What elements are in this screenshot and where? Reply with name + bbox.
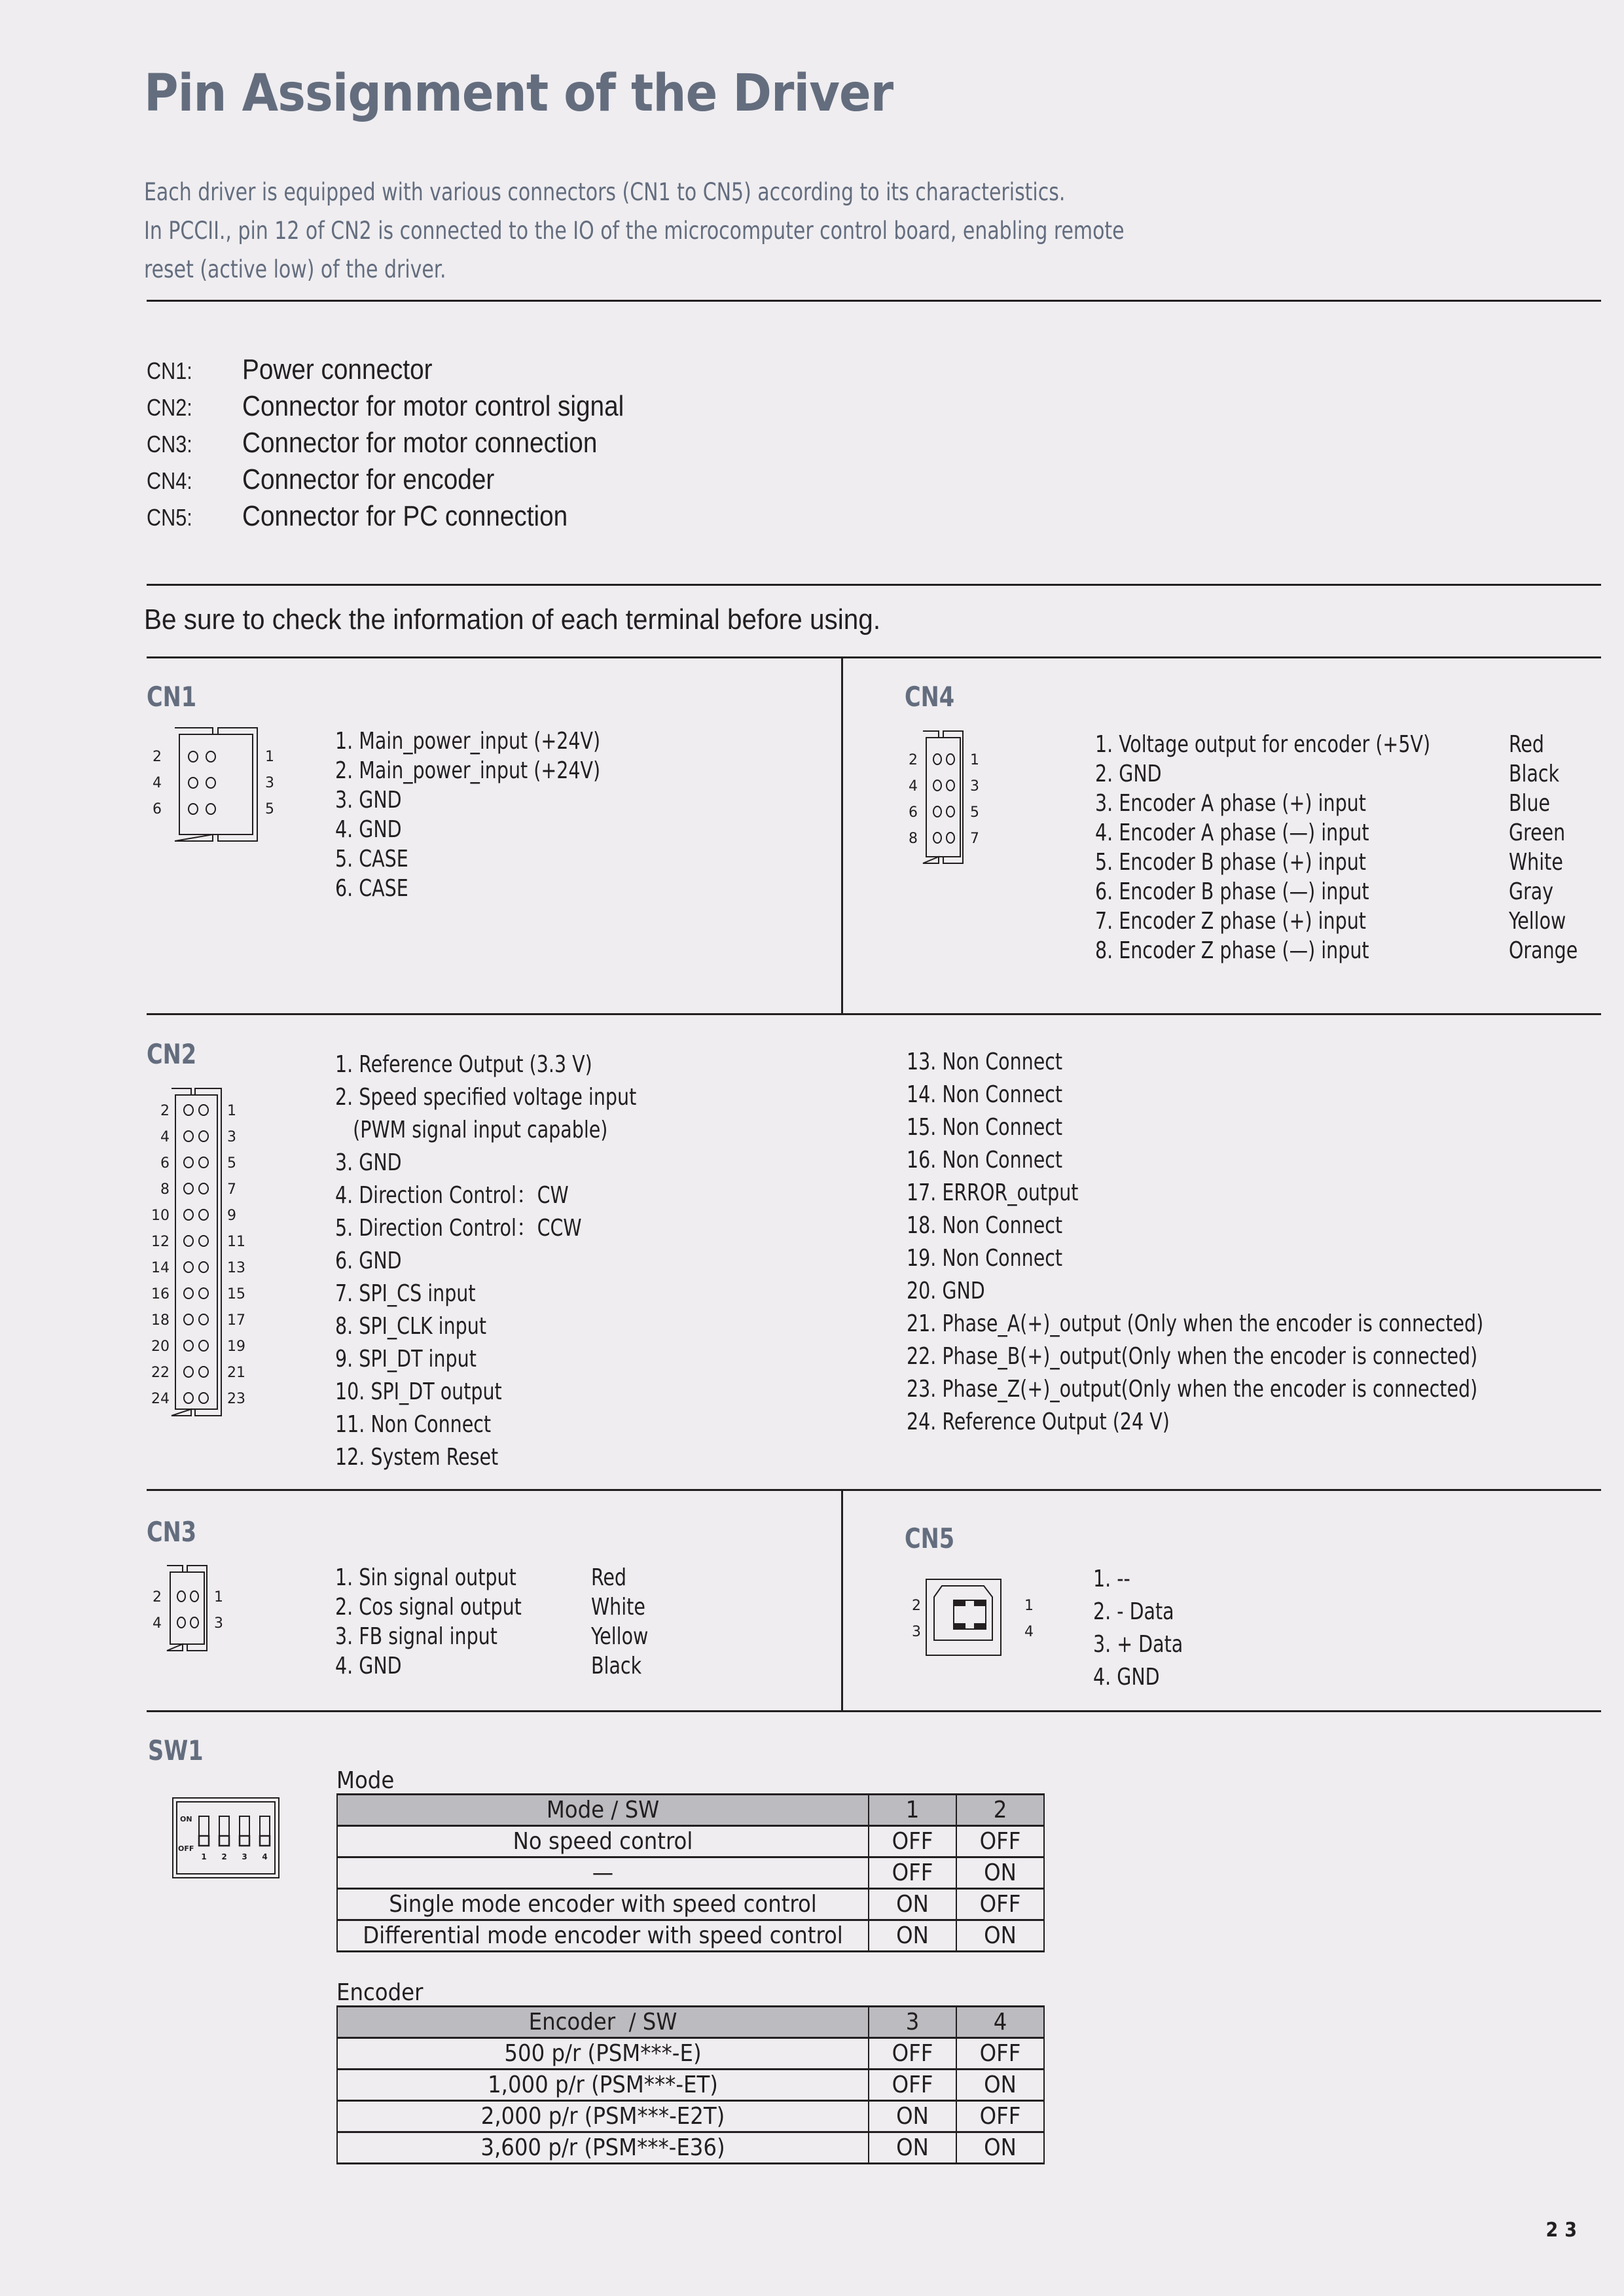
pin-hole bbox=[184, 1367, 193, 1377]
connector-desc: Power connector bbox=[242, 353, 433, 386]
connector-key: CN1: bbox=[147, 357, 192, 384]
pin-hole bbox=[199, 1393, 208, 1403]
table-cell: Differential mode encoder with speed control bbox=[337, 1920, 869, 1952]
pin-item: 7. Encoder Z phase (+) input bbox=[1095, 908, 1366, 935]
table-header-row bbox=[337, 2007, 1044, 2038]
table-cell: — bbox=[337, 1857, 869, 1889]
pin-hole bbox=[189, 778, 198, 788]
pin-item: 2. Speed specified voltage input bbox=[335, 1084, 637, 1111]
intro-line: reset (active low) of the driver. bbox=[144, 255, 446, 283]
cn1-pin-list bbox=[335, 726, 600, 903]
pin-number: 1 bbox=[265, 749, 274, 765]
table-cell: ON bbox=[869, 1920, 956, 1952]
pin-hole bbox=[199, 1183, 208, 1194]
pin-item: 1. Reference Output (3.3 V) bbox=[335, 1051, 592, 1078]
pin-number: 19 bbox=[227, 1338, 245, 1355]
pin-number: 13 bbox=[227, 1260, 245, 1276]
dip-switch-slot bbox=[199, 1816, 209, 1846]
cn4-connector-icon bbox=[903, 730, 1034, 867]
wire-color: Yellow bbox=[591, 1623, 649, 1650]
pin-hole bbox=[206, 778, 215, 788]
table-row bbox=[337, 2101, 1044, 2132]
pin-number: 3 bbox=[214, 1615, 223, 1632]
table-cell: OFF bbox=[956, 2101, 1044, 2132]
intro-paragraph bbox=[144, 173, 1381, 289]
pin-number: 23 bbox=[227, 1391, 245, 1407]
pin-number: 1 bbox=[970, 752, 979, 768]
pin-number: 8 bbox=[160, 1181, 170, 1198]
cn2-pin-list-left bbox=[335, 1049, 636, 1474]
pin-number: 2 bbox=[153, 749, 162, 765]
pin-number: 7 bbox=[970, 831, 979, 847]
pin-item: (PWM signal input capable) bbox=[335, 1117, 608, 1143]
pin-item: 4. GND bbox=[335, 1653, 402, 1679]
dip-off-label: OFF bbox=[178, 1844, 194, 1853]
pin-hole bbox=[184, 1210, 193, 1220]
wire-color: Black bbox=[1509, 761, 1560, 787]
pin-item: 2. Cos signal output bbox=[335, 1594, 522, 1621]
pin-hole bbox=[190, 1591, 198, 1602]
pin-item: 1. Sin signal output bbox=[335, 1564, 516, 1591]
cn3-pin-list bbox=[335, 1563, 522, 1681]
table-cell: ON bbox=[956, 2070, 1044, 2101]
connector-summary-item bbox=[147, 353, 676, 390]
pin-item: 3. GND bbox=[335, 787, 402, 814]
cn4-label: CN4 bbox=[905, 681, 955, 713]
pin-hole bbox=[184, 1340, 193, 1351]
pin-hole bbox=[199, 1210, 208, 1220]
divider bbox=[147, 1710, 1601, 1712]
encoder-table-title: Encoder bbox=[336, 1979, 424, 2006]
dip-switch-slot bbox=[219, 1816, 229, 1846]
pin-item: 6. CASE bbox=[335, 875, 408, 902]
pin-hole bbox=[177, 1591, 185, 1602]
pin-item: 2. Main_power_input (+24V) bbox=[335, 757, 601, 784]
pin-number: 20 bbox=[151, 1338, 170, 1355]
table-cell: OFF bbox=[956, 1826, 1044, 1857]
table-cell: 3,600 p/r (PSM***-E36) bbox=[337, 2132, 869, 2164]
pin-number: 15 bbox=[227, 1286, 245, 1302]
pin-item: 6. Encoder B phase (—) input bbox=[1095, 878, 1369, 905]
column-divider bbox=[841, 656, 843, 1014]
cn1-connector-icon bbox=[147, 726, 278, 844]
dip-switch-number: 1 bbox=[201, 1852, 207, 1861]
table-cell: No speed control bbox=[337, 1826, 869, 1857]
table-cell: 2,000 p/r (PSM***-E2T) bbox=[337, 2101, 869, 2132]
pin-number: 5 bbox=[265, 801, 274, 817]
pin-number: 12 bbox=[151, 1234, 170, 1250]
intro-line: Each driver is equipped with various connectors (CN1 to CN5) according to its characteristics. bbox=[144, 178, 1066, 206]
pin-item: 3. GND bbox=[335, 1149, 402, 1176]
pin-number: 22 bbox=[151, 1365, 170, 1381]
cn3-connector-icon bbox=[147, 1564, 278, 1656]
pin-number: 4 bbox=[160, 1129, 170, 1145]
divider bbox=[147, 1489, 1601, 1491]
table-header-cell: 4 bbox=[956, 2007, 1044, 2038]
pin-item: 9. SPI_DT input bbox=[335, 1346, 477, 1372]
pin-number: 2 bbox=[153, 1589, 162, 1605]
wire-color: Black bbox=[591, 1653, 642, 1679]
table-row bbox=[337, 1889, 1044, 1920]
pin-number: 6 bbox=[153, 801, 162, 817]
table-header-cell: 3 bbox=[869, 2007, 956, 2038]
pin-number: 10 bbox=[151, 1208, 170, 1224]
pin-item: 24. Reference Output (24 V) bbox=[907, 1408, 1170, 1435]
pin-item: 10. SPI_DT output bbox=[335, 1378, 502, 1405]
cn5-pin-list bbox=[1093, 1563, 1183, 1694]
pin-number: 8 bbox=[909, 831, 918, 847]
dip-switch-knob bbox=[219, 1836, 229, 1846]
check-note: Be sure to check the information of each terminal before using. bbox=[144, 603, 881, 636]
mode-table bbox=[336, 1793, 1045, 1952]
pin-number: 2 bbox=[160, 1103, 170, 1119]
connector-desc: Connector for PC connection bbox=[242, 500, 568, 532]
pin-number: 9 bbox=[227, 1208, 236, 1224]
dip-switch-knob bbox=[240, 1836, 249, 1846]
pin-number: 4 bbox=[909, 778, 918, 795]
pin-hole bbox=[199, 1105, 208, 1115]
wire-color: White bbox=[1509, 849, 1563, 876]
table-cell: OFF bbox=[869, 2038, 956, 2070]
table-cell: Single mode encoder with speed control bbox=[337, 1889, 869, 1920]
sw1-label: SW1 bbox=[148, 1734, 204, 1767]
pin-hole bbox=[184, 1157, 193, 1168]
dip-switch-number: 2 bbox=[221, 1852, 227, 1861]
cn2-pin-list-right bbox=[907, 1046, 1483, 1439]
wire-color: Red bbox=[591, 1564, 627, 1591]
pin-item: 13. Non Connect bbox=[907, 1049, 1063, 1075]
pin-item: 15. Non Connect bbox=[907, 1114, 1063, 1141]
pin-hole bbox=[947, 754, 954, 764]
pin-hole bbox=[184, 1288, 193, 1299]
intro-line: In PCCII., pin 12 of CN2 is connected to the IO of the microcomputer control board, enabling remote bbox=[144, 217, 1125, 245]
pin-hole bbox=[206, 751, 215, 762]
pin-hole bbox=[199, 1262, 208, 1272]
dip-switch-knob bbox=[260, 1836, 270, 1846]
pin-item: 4. Encoder A phase (—) input bbox=[1095, 819, 1369, 846]
wire-color: Yellow bbox=[1509, 908, 1566, 935]
table-cell: ON bbox=[869, 1889, 956, 1920]
pin-hole bbox=[199, 1340, 208, 1351]
table-cell: OFF bbox=[869, 2070, 956, 2101]
pin-hole bbox=[184, 1262, 193, 1272]
pin-hole bbox=[189, 804, 198, 814]
divider bbox=[147, 1013, 1601, 1015]
pin-number: 2 bbox=[909, 752, 918, 768]
pin-item: 8. SPI_CLK input bbox=[335, 1313, 486, 1340]
pin-item: 5. Encoder B phase (+) input bbox=[1095, 849, 1366, 876]
wire-color: Green bbox=[1509, 819, 1566, 846]
cn5-label: CN5 bbox=[905, 1522, 955, 1554]
pin-hole bbox=[199, 1131, 208, 1141]
pin-number: 5 bbox=[227, 1155, 236, 1172]
table-cell: OFF bbox=[956, 2038, 1044, 2070]
cn3-wire-colors bbox=[591, 1563, 648, 1681]
table-header-row bbox=[337, 1795, 1044, 1826]
table-header-cell: 2 bbox=[956, 1795, 1044, 1826]
table-row bbox=[337, 1920, 1044, 1952]
pin-number: 1 bbox=[227, 1103, 236, 1119]
pin-hole bbox=[189, 751, 198, 762]
table-cell: 1,000 p/r (PSM***-ET) bbox=[337, 2070, 869, 2101]
pin-item: 5. CASE bbox=[335, 846, 408, 872]
pin-item: 3. Encoder A phase (+) input bbox=[1095, 790, 1366, 817]
pin-item: 7. SPI_CS input bbox=[335, 1280, 476, 1307]
pin-hole bbox=[177, 1617, 185, 1628]
pin-number: 21 bbox=[227, 1365, 245, 1381]
page-number: 23 bbox=[1545, 2219, 1583, 2242]
encoder-table bbox=[336, 2005, 1045, 2164]
table-cell: ON bbox=[956, 2132, 1044, 2164]
cn2-connector-icon bbox=[147, 1070, 278, 1424]
pin-item: 12. System Reset bbox=[335, 1444, 499, 1471]
connector-desc: Connector for motor connection bbox=[242, 427, 598, 459]
connector-key: CN3: bbox=[147, 431, 192, 457]
pin-hole bbox=[184, 1314, 193, 1325]
divider bbox=[147, 656, 1601, 658]
table-row bbox=[337, 2038, 1044, 2070]
table-row bbox=[337, 1826, 1044, 1857]
table-header-cell: Mode / SW bbox=[337, 1795, 869, 1826]
cn1-label: CN1 bbox=[147, 681, 197, 713]
wire-color: White bbox=[591, 1594, 645, 1621]
connector-summary-item bbox=[147, 463, 676, 500]
pin-number: 11 bbox=[227, 1234, 245, 1250]
pin-item: 4. GND bbox=[335, 816, 402, 843]
dip-switch-slot bbox=[260, 1816, 270, 1846]
pin-number: 4 bbox=[153, 1615, 162, 1632]
table-cell: ON bbox=[956, 1857, 1044, 1889]
pin-hole bbox=[947, 806, 954, 817]
pin-item: 21. Phase_A(+)_output (Only when the encoder is connected) bbox=[907, 1310, 1484, 1337]
dip-switch-knob bbox=[199, 1836, 209, 1846]
table-cell: OFF bbox=[956, 1889, 1044, 1920]
pin-item: 23. Phase_Z(+)_output(Only when the encoder is connected) bbox=[907, 1376, 1478, 1403]
pin-item: 14. Non Connect bbox=[907, 1081, 1063, 1108]
cn3-label: CN3 bbox=[147, 1516, 197, 1548]
pin-item: 6. GND bbox=[335, 1247, 402, 1274]
table-row bbox=[337, 1857, 1044, 1889]
pin-number: 6 bbox=[909, 804, 918, 821]
pin-hole bbox=[184, 1131, 193, 1141]
table-cell: OFF bbox=[869, 1826, 956, 1857]
pin-item: 18. Non Connect bbox=[907, 1212, 1063, 1239]
pin-item: 8. Encoder Z phase (—) input bbox=[1095, 937, 1369, 964]
connector-summary-item bbox=[147, 427, 676, 463]
pin-number: 3 bbox=[970, 778, 979, 795]
pin-hole bbox=[190, 1617, 198, 1628]
pin-item: 3. FB signal input bbox=[335, 1623, 497, 1650]
dip-on-label: ON bbox=[180, 1815, 192, 1823]
pin-hole bbox=[933, 806, 941, 817]
pin-item: 22. Phase_B(+)_output(Only when the encoder is connected) bbox=[907, 1343, 1478, 1370]
pin-hole bbox=[184, 1183, 193, 1194]
pin-hole bbox=[947, 780, 954, 791]
pin-number: 4 bbox=[1024, 1624, 1034, 1640]
pin-number: 17 bbox=[227, 1312, 245, 1329]
table-cell: ON bbox=[956, 1920, 1044, 1952]
pin-number: 3 bbox=[265, 775, 274, 791]
wire-color: Gray bbox=[1509, 878, 1554, 905]
connector-summary-list bbox=[147, 353, 676, 537]
pin-item: 19. Non Connect bbox=[907, 1245, 1063, 1272]
pin-hole bbox=[199, 1367, 208, 1377]
pin-number: 24 bbox=[151, 1391, 170, 1407]
pin-number: 6 bbox=[160, 1155, 170, 1172]
table-cell: ON bbox=[869, 2132, 956, 2164]
pin-number: 14 bbox=[151, 1260, 170, 1276]
connector-summary-item bbox=[147, 500, 676, 537]
pin-item: 5. Direction Control：CCW bbox=[335, 1215, 582, 1242]
connector-desc: Connector for encoder bbox=[242, 463, 495, 495]
connector-key: CN2: bbox=[147, 394, 192, 421]
cn4-pin-list bbox=[1095, 730, 1430, 965]
connector-desc: Connector for motor control signal bbox=[242, 390, 624, 422]
pin-number: 18 bbox=[151, 1312, 170, 1329]
cn4-wire-colors bbox=[1509, 730, 1578, 965]
pin-hole bbox=[184, 1105, 193, 1115]
divider bbox=[147, 584, 1601, 586]
connector-summary-item bbox=[147, 390, 676, 427]
connector-key: CN4: bbox=[147, 467, 192, 494]
pin-number: 3 bbox=[912, 1624, 921, 1640]
dip-switch-icon bbox=[171, 1797, 283, 1882]
pin-hole bbox=[933, 754, 941, 764]
pin-number: 2 bbox=[912, 1598, 921, 1614]
pin-item: 1. Voltage output for encoder (+5V) bbox=[1095, 731, 1431, 758]
pin-item: 16. Non Connect bbox=[907, 1147, 1063, 1174]
pin-hole bbox=[199, 1314, 208, 1325]
pin-hole bbox=[184, 1236, 193, 1246]
divider bbox=[147, 300, 1601, 302]
dip-switch-number: 3 bbox=[242, 1852, 247, 1861]
pin-item: 4. GND bbox=[1093, 1664, 1160, 1691]
pin-item: 1. Main_power_input (+24V) bbox=[335, 728, 601, 755]
page-title: Pin Assignment of the Driver bbox=[144, 64, 893, 123]
pin-item: 20. GND bbox=[907, 1278, 985, 1304]
pin-number: 7 bbox=[227, 1181, 236, 1198]
pin-hole bbox=[947, 833, 954, 843]
pin-hole bbox=[184, 1393, 193, 1403]
mode-table-title: Mode bbox=[336, 1767, 395, 1794]
pin-hole bbox=[199, 1157, 208, 1168]
pin-number: 1 bbox=[1024, 1598, 1034, 1614]
connector-key: CN5: bbox=[147, 504, 192, 531]
pin-item: 2. - Data bbox=[1093, 1598, 1174, 1625]
pin-number: 1 bbox=[214, 1589, 223, 1605]
pin-hole bbox=[933, 833, 941, 843]
wire-color: Blue bbox=[1509, 790, 1551, 817]
pin-item: 1. -- bbox=[1093, 1566, 1130, 1592]
wire-color: Red bbox=[1509, 731, 1545, 758]
pin-number: 3 bbox=[227, 1129, 236, 1145]
cn5-usb-b-icon bbox=[907, 1571, 1038, 1662]
table-header-cell: Encoder / SW bbox=[337, 2007, 869, 2038]
pin-item: 17. ERROR_output bbox=[907, 1179, 1079, 1206]
pin-hole bbox=[933, 780, 941, 791]
pin-item: 4. Direction Control：CW bbox=[335, 1182, 569, 1209]
table-cell: OFF bbox=[869, 1857, 956, 1889]
pin-item: 11. Non Connect bbox=[335, 1411, 492, 1438]
table-row bbox=[337, 2132, 1044, 2164]
dip-switch-number: 4 bbox=[262, 1852, 268, 1861]
wire-color: Orange bbox=[1509, 937, 1578, 964]
pin-hole bbox=[199, 1288, 208, 1299]
pin-item: 2. GND bbox=[1095, 761, 1162, 787]
pin-number: 16 bbox=[151, 1286, 170, 1302]
table-header-cell: 1 bbox=[869, 1795, 956, 1826]
column-divider bbox=[841, 1489, 843, 1712]
table-cell: 500 p/r (PSM***-E) bbox=[337, 2038, 869, 2070]
dip-switch-slot bbox=[240, 1816, 249, 1846]
table-cell: ON bbox=[869, 2101, 956, 2132]
pin-number: 4 bbox=[153, 775, 162, 791]
pin-hole bbox=[206, 804, 215, 814]
cn2-label: CN2 bbox=[147, 1038, 197, 1070]
table-row bbox=[337, 2070, 1044, 2101]
pin-number: 5 bbox=[970, 804, 979, 821]
pin-hole bbox=[199, 1236, 208, 1246]
pin-item: 3. + Data bbox=[1093, 1631, 1183, 1658]
